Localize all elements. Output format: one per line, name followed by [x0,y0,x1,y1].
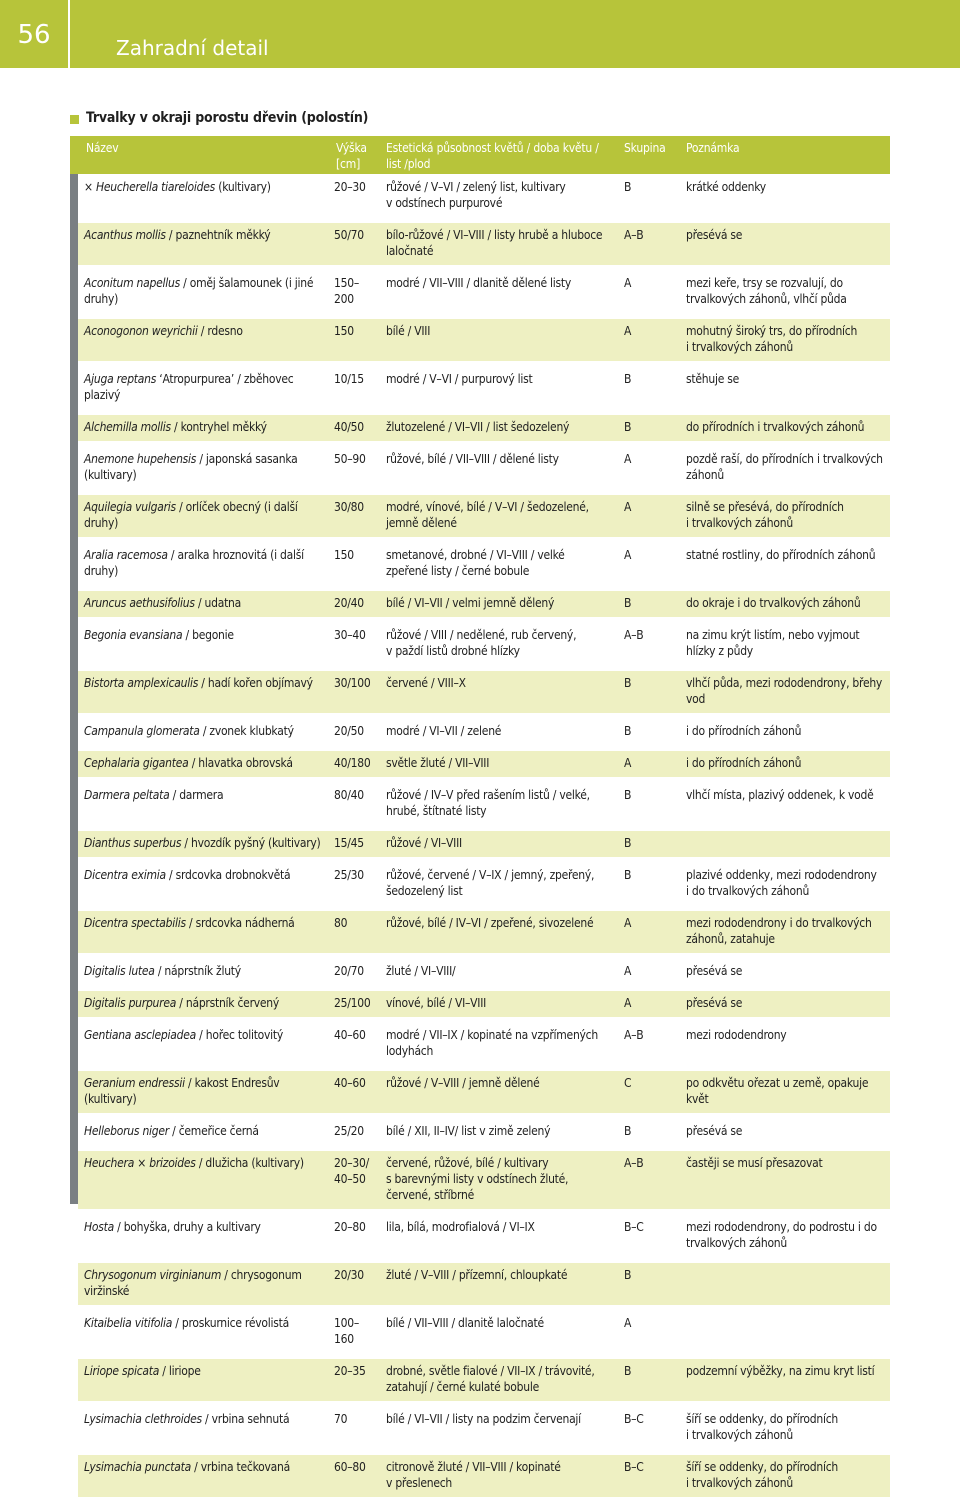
cell-height: 20–30/ 40–50 [334,1156,370,1186]
common-name: / hadí kořen objímavý [198,676,313,690]
table-row [78,991,890,1017]
cell-note: mezi rododendrony [686,1028,787,1042]
cell-group: B [624,836,632,850]
cell-name [84,1459,330,1475]
cell-aesthetic: lila, bílá, modrofialová / VI–IX [386,1220,535,1234]
cell-aesthetic: modré / VI–VII / zelené [386,724,502,738]
cell-name [84,275,330,307]
cell-group: B [624,1364,632,1378]
cell-aesthetic: bílé / VI–VII / listy na podzim červenají [386,1412,581,1426]
cell-name [84,835,330,851]
cell-name [84,595,330,611]
common-name: / srdcovka drobnokvětá [165,868,291,882]
common-name: / zvonek klubkatý [199,724,294,738]
cell-group: A [624,548,632,562]
cell-name [84,547,330,579]
cell-name [84,1219,330,1235]
cell-group: B–C [624,1220,644,1234]
latin-name: Gentiana asclepiadea [84,1028,196,1042]
cell-aesthetic: bílé / VII–VIII / dlanitě laločnaté [386,1316,544,1330]
cell-name [84,675,330,691]
cell-aesthetic: růžové / V–VIII / jemně dělené [386,1076,540,1090]
cell-group: A [624,756,632,770]
cell-aesthetic: modré / V–VI / purpurový list [386,372,533,386]
cell-name [84,787,330,803]
cell-note: vlhčí místa, plazivý oddenek, k vodě [686,788,874,802]
cell-aesthetic: růžové, bílé / VII–VIII / dělené listy [386,452,559,466]
common-name: / náprstník červený [176,996,280,1010]
cell-note: šíří se oddenky, do přírodních i trvalkových záhonů [686,1460,838,1490]
table-row [78,1455,890,1497]
cell-aesthetic: modré, vínové, bílé / V–VI / šedozelené, jemně dělené [386,500,589,530]
table-row [78,1071,890,1113]
cell-height: 20–35 [334,1364,366,1378]
cell-group: B [624,1268,632,1282]
common-name: / rdesno [197,324,243,338]
cell-group: B–C [624,1412,644,1426]
cell-name [84,627,330,643]
table-row [78,175,890,217]
common-name: / dlužicha (kultivary) [195,1156,304,1170]
cell-aesthetic: žlutozelené / VI–VII / list šedozelený [386,420,570,434]
latin-name: Acanthus mollis [84,228,166,242]
cell-aesthetic: růžové, červené / V–IX / jemný, zpeřený, šedozelený list [386,868,595,898]
latin-name: Aruncus aethusifolius [84,596,195,610]
cell-height: 150 [334,324,354,338]
cell-aesthetic: vínové, bílé / VI–VIII [386,996,487,1010]
cell-name [84,1267,330,1299]
latin-name: Lysimachia clethroides [84,1412,202,1426]
cell-note: přesévá se [686,964,743,978]
cell-note: na zimu krýt listím, nebo vyjmout hlízky z půdy [686,628,860,658]
cell-note: statné rostliny, do přírodních záhonů [686,548,876,562]
common-name: / proskurnice révolistá [172,1316,289,1330]
common-name: / srdcovka nádherná [185,916,295,930]
cell-name [84,419,330,435]
cell-group: B [624,180,632,194]
cell-height: 20–30 [334,180,366,194]
cell-note: mezi keře, trsy se rozvalují, do trvalkových záhonů, vlhčí půda [686,276,847,306]
latin-name: Campanula glomerata [84,724,200,738]
cell-group: A [624,964,632,978]
common-name: / darmera [169,788,224,802]
table-row [78,719,890,745]
cell-name [84,995,330,1011]
table-row [78,495,890,537]
cell-note: šíří se oddenky, do přírodních i trvalkových záhonů [686,1412,838,1442]
common-name: / chrysogonum viržinské [84,1268,302,1298]
cell-height: 40–60 [334,1076,366,1090]
latin-name: Ajuga reptans [84,372,157,386]
cell-aesthetic: světle žluté / VII–VIII [386,756,490,770]
common-name: / paznehtník měkký [165,228,271,242]
section-bullet [70,115,79,124]
latin-name: Bistorta amplexicaulis [84,676,199,690]
cell-note: i do přírodních záhonů [686,724,802,738]
page-header-band [0,0,960,68]
table-row [78,1215,890,1257]
cell-group: B [624,788,632,802]
cell-aesthetic: žluté / VI–VIII/ [386,964,456,978]
latin-name: Chrysogonum virginianum [84,1268,222,1282]
table-row [78,1311,890,1353]
cell-height: 30–40 [334,628,366,642]
column-header-height: Výška [cm] [336,141,367,171]
cell-name [84,323,330,339]
cell-name [84,963,330,979]
cell-height: 80/40 [334,788,364,802]
latin-name: Cephalaria gigantea [84,756,189,770]
common-name: / japonská sasanka (kultivary) [84,452,298,482]
cell-note: do přírodních i trvalkových záhonů [686,420,865,434]
common-name: / hlavatka obrovská [188,756,293,770]
cell-aesthetic: bílé / VIII [386,324,431,338]
table-row [78,447,890,489]
cell-aesthetic: růžové / VI–VIII [386,836,462,850]
common-name: / hvozdík pyšný (kultivary) [181,836,321,850]
cell-note: mezi rododendrony, do podrostu i do trvalkových záhonů [686,1220,877,1250]
cell-name [84,915,330,931]
cell-name [84,867,330,883]
latin-name: Heuchera × brizoides [84,1156,196,1170]
table-row [78,863,890,905]
cell-height: 20/70 [334,964,364,978]
cell-note: vlhčí půda, mezi rododendrony, břehy vod [686,676,883,706]
cell-group: C [624,1076,632,1090]
cell-name [84,1075,330,1107]
cell-aesthetic: bílo-růžové / VI–VIII / listy hrubě a hluboce laločnaté [386,228,603,258]
latin-name: Dicentra spectabilis [84,916,186,930]
latin-name: Helleborus niger [84,1124,169,1138]
common-name: / náprstník žlutý [154,964,241,978]
latin-name: Digitalis lutea [84,964,155,978]
cell-note: po odkvětu ořezat u země, opakuje květ [686,1076,869,1106]
cell-height: 80 [334,916,348,930]
cell-group: A [624,452,632,466]
cell-height: 15/45 [334,836,364,850]
cell-group: B [624,596,632,610]
table-row [78,1151,890,1209]
latin-name: Lysimachia punctata [84,1460,191,1474]
cell-height: 40–60 [334,1028,366,1042]
cell-height: 25/30 [334,868,364,882]
cell-note: mohutný široký trs, do přírodních i trvalkových záhonů [686,324,858,354]
cell-name [84,499,330,531]
latin-name: × Heucherella tiareloides [84,180,216,194]
table-row [78,1023,890,1065]
cell-group: A [624,916,632,930]
cell-height: 20/30 [334,1268,364,1282]
table-row [78,1263,890,1305]
cell-note: i do přírodních záhonů [686,756,802,770]
latin-name: Dianthus superbus [84,836,182,850]
cell-note: stěhuje se [686,372,740,386]
cell-name [84,755,330,771]
latin-name: Darmera peltata [84,788,170,802]
common-name: / hořec tolitovitý [196,1028,284,1042]
table-row [78,831,890,857]
column-header-aesthetic: Estetická působnost květů / doba květu / list /plod [386,141,599,171]
cell-name [84,1123,330,1139]
cell-group: A [624,324,632,338]
page-number-box [0,0,70,68]
column-header-group: Skupina [624,141,666,155]
latin-name: Aralia racemosa [84,548,168,562]
cell-name [84,179,330,195]
latin-name: Hosta [84,1220,114,1234]
cell-group: A [624,996,632,1010]
cell-aesthetic: růžové, bílé / IV–VI / zpeřené, sivozelené [386,916,594,930]
cell-aesthetic: růžové / VIII / nedělené, rub červený, v paždí listů drobné hlízky [386,628,577,658]
cell-height: 100– 160 [334,1316,359,1346]
common-name: / udatna [194,596,242,610]
cell-note: přesévá se [686,996,743,1010]
cell-note: krátké oddenky [686,180,766,194]
cell-height: 50–90 [334,452,366,466]
cell-name [84,723,330,739]
cell-note: častěji se musí přesazovat [686,1156,823,1170]
table-row [78,1119,890,1145]
common-name: / bohyška, druhy a kultivary [113,1220,261,1234]
cell-height: 60–80 [334,1460,366,1474]
latin-name: Digitalis purpurea [84,996,177,1010]
column-header-note: Poznámka [686,141,740,155]
cell-aesthetic: modré / VII–IX / kopinaté na vzpřímených lodyhách [386,1028,598,1058]
cell-note: do okraje i do trvalkových záhonů [686,596,861,610]
cell-aesthetic: bílé / XII, II–IV/ list v zimě zelený [386,1124,551,1138]
page-number: 56 [17,20,51,50]
cell-name [84,1363,330,1379]
latin-name: Aconitum napellus [84,276,180,290]
cell-group: B [624,676,632,690]
table-row [78,223,890,265]
cell-group: B [624,420,632,434]
common-name: (kultivary) [215,180,271,194]
common-name: / vrbina sehnutá [201,1412,290,1426]
table-row [78,783,890,825]
cell-group: A [624,500,632,514]
cell-group: B [624,372,632,386]
cell-group: B–C [624,1460,644,1474]
table-row [78,415,890,441]
table-row [78,543,890,585]
cell-aesthetic: smetanové, drobné / VI–VIII / velké zpeřené listy / černé bobule [386,548,565,578]
cell-height: 20/50 [334,724,364,738]
table-row [78,959,890,985]
cell-height: 40/180 [334,756,371,770]
common-name: / kakost Endresův (kultivary) [84,1076,280,1106]
latin-name: Geranium endressii [84,1076,185,1090]
cell-height: 40/50 [334,420,364,434]
common-name: / vrbina tečkovaná [190,1460,290,1474]
table-row [78,319,890,361]
common-name: / aralka hroznovitá (i další druhy) [84,548,304,578]
cell-height: 25/20 [334,1124,364,1138]
table-row [78,1407,890,1449]
cell-height: 20–80 [334,1220,366,1234]
cell-aesthetic: růžové / V–VI / zelený list, kultivary v odstínech purpurové [386,180,566,210]
section-title: Trvalky v okraji porostu dřevin (polostín) [86,110,369,126]
cell-aesthetic: červené, růžové, bílé / kultivary s barevnými listy v odstínech žluté, červené, stříbrné [386,1156,569,1202]
latin-name: Liriope spicata [84,1364,160,1378]
cell-height: 70 [334,1412,348,1426]
cell-name [84,227,330,243]
column-header-name: Název [86,141,119,155]
cell-group: A–B [624,1156,644,1170]
cell-group: B [624,1124,632,1138]
latin-name: Kitaibelia vitifolia [84,1316,173,1330]
chapter-title: Zahradní detail [116,36,269,60]
cell-note: mezi rododendrony i do trvalkových záhonů, zatahuje [686,916,872,946]
cell-note: plazivé oddenky, mezi rododendrony i do trvalkových záhonů [686,868,877,898]
latin-name: Aquilegia vulgaris [84,500,176,514]
cell-group: A [624,276,632,290]
latin-name: Begonia evansiana [84,628,183,642]
cell-note: silně se přesévá, do přírodních i trvalkových záhonů [686,500,844,530]
common-name: / čemeřice černá [168,1124,259,1138]
cell-name [84,1411,330,1427]
cell-height: 20/40 [334,596,364,610]
common-name: / oměj šalamounek (i jiné druhy) [84,276,314,306]
latin-name: Dicentra eximia [84,868,166,882]
cell-aesthetic: drobné, světle fialové / VII–IX / trávovité, zatahují / černé kulaté bobule [386,1364,595,1394]
cell-group: A–B [624,1028,644,1042]
cell-height: 30/100 [334,676,371,690]
cell-note: přesévá se [686,1124,743,1138]
cell-name [84,1155,330,1171]
cell-note: přesévá se [686,228,743,242]
cell-aesthetic: modré / VII–VIII / dlanitě dělené listy [386,276,572,290]
table-row [78,671,890,713]
cell-group: A–B [624,228,644,242]
cell-group: A–B [624,628,644,642]
common-name: ‘Atropurpurea’ / zběhovec plazivý [84,372,294,402]
cell-aesthetic: citronově žluté / VII–VIII / kopinaté v přeslenech [386,1460,561,1490]
cell-aesthetic: žluté / V–VIII / přízemní, chloupkaté [386,1268,568,1282]
cell-height: 25/100 [334,996,371,1010]
cell-aesthetic: růžové / IV–V před rašením listů / velké, hrubé, štítnaté listy [386,788,590,818]
cell-name [84,371,330,403]
cell-height: 150– 200 [334,276,359,306]
cell-group: A [624,1316,632,1330]
cell-aesthetic: bílé / VI–VII / velmi jemně dělený [386,596,555,610]
latin-name: Alchemilla mollis [84,420,171,434]
cell-name [84,1315,330,1331]
cell-height: 150 [334,548,354,562]
common-name: / liriope [159,1364,201,1378]
cell-height: 50/70 [334,228,364,242]
cell-group: B [624,724,632,738]
table-row [78,367,890,409]
table-row [78,751,890,777]
latin-name: Anemone hupehensis [84,452,197,466]
latin-name: Aconogonon weyrichii [84,324,198,338]
common-name: / orlíček obecný (i další druhy) [84,500,298,530]
table-row [78,271,890,313]
table-row [78,1359,890,1401]
table-header [70,136,890,174]
cell-name [84,451,330,483]
cell-group: B [624,868,632,882]
cell-name [84,1027,330,1043]
table-row [78,591,890,617]
cell-aesthetic: červené / VIII–X [386,676,466,690]
cell-note: podzemní výběžky, na zimu kryt listí [686,1364,875,1378]
table-row [78,911,890,953]
cell-height: 30/80 [334,500,364,514]
common-name: / kontryhel měkký [170,420,267,434]
cell-height: 10/15 [334,372,364,386]
cell-note: pozdě raší, do přírodních i trvalkových záhonů [686,452,883,482]
common-name: / begonie [182,628,234,642]
table-row [78,623,890,665]
